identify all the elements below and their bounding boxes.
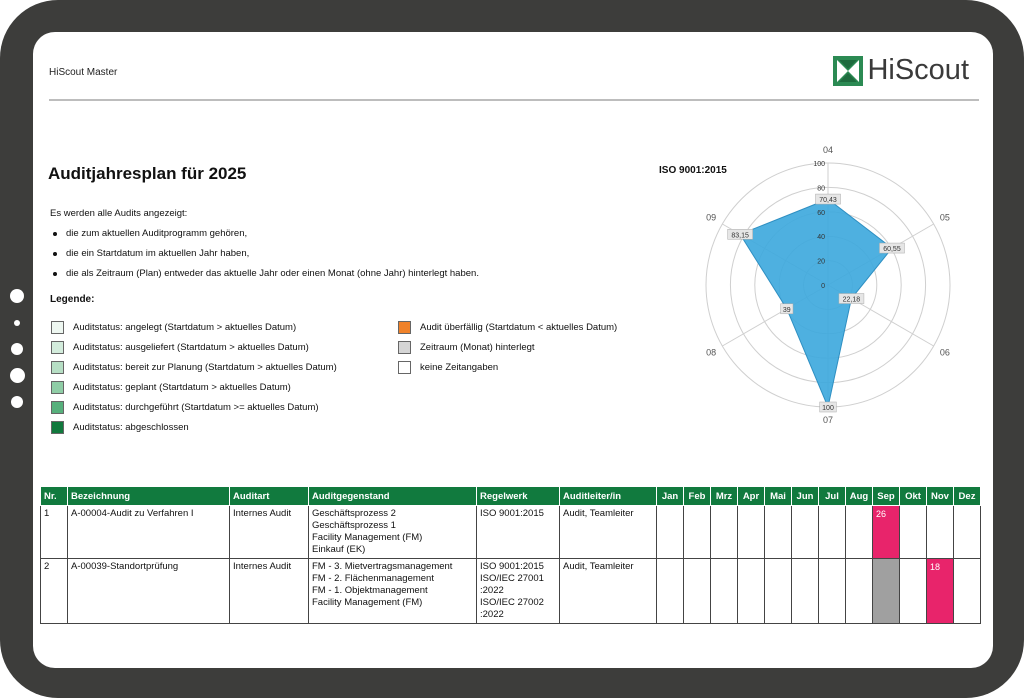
side-dot	[11, 396, 23, 408]
legend-item	[398, 337, 617, 357]
legend-status-list	[51, 317, 337, 437]
header-regelwerk: Regelwerk	[477, 487, 560, 506]
month-cell	[657, 506, 684, 559]
header-month: Mrz	[711, 487, 738, 506]
header-auditgegenstand: Auditgegenstand	[309, 487, 477, 506]
legend-swatch	[51, 381, 64, 394]
value-label: 22,18	[842, 296, 861, 304]
criteria-item: die als Zeitraum (Plan) entweder das aktuelle Jahr oder einen Monat (ohne Jahr) hinterlegt haben.	[53, 268, 479, 288]
cell-regelwerk-line: ISO 9001:2015	[480, 508, 544, 519]
month-cell	[927, 559, 954, 624]
side-dot	[10, 289, 24, 303]
header-month: Okt	[900, 487, 927, 506]
value-label: 100	[822, 405, 834, 412]
month-cell	[846, 506, 873, 559]
side-dot	[11, 343, 23, 355]
cell-auditgegenstand-line: FM - 1. Objektmanagement	[312, 585, 428, 596]
value-label: 39	[782, 306, 791, 314]
cell-auditgegenstand-line: Geschäftsprozess 2	[312, 508, 396, 519]
legend-label: Auditstatus: angelegt (Startdatum > aktuelles Datum)	[73, 321, 297, 333]
legend-swatch	[398, 361, 411, 374]
month-cell	[873, 506, 900, 559]
value-label: 70,43	[819, 197, 837, 205]
criteria-list	[53, 228, 479, 288]
logo-text: HiScout	[867, 54, 969, 86]
radial-tick-label: 20	[817, 258, 825, 266]
legend-label: Auditstatus: abgeschlossen	[73, 421, 189, 433]
header-month: Nov	[927, 487, 954, 506]
legend-swatch	[398, 341, 411, 354]
category-label: 04	[822, 145, 834, 155]
legend-item	[51, 417, 337, 437]
legend-label: Auditstatus: ausgeliefert (Startdatum > aktuelles Datum)	[73, 341, 309, 353]
header-month: Jan	[657, 487, 684, 506]
cell-auditgegenstand-line: FM - 2. Flächenmanagement	[312, 573, 434, 584]
month-cell	[792, 506, 819, 559]
category-label: 07	[822, 415, 834, 425]
legend-swatch	[51, 321, 64, 334]
legend-item	[51, 337, 337, 357]
month-cell	[927, 506, 954, 559]
hiscout-logo	[833, 54, 969, 87]
category-label: 09	[706, 212, 717, 223]
cell-regelwerk	[477, 506, 560, 559]
criteria-item: die zum aktuellen Auditprogramm gehören,	[53, 228, 479, 248]
legend-time-list	[398, 317, 617, 377]
month-cell	[711, 506, 738, 559]
legend-label: Auditstatus: geplant (Startdatum > aktuelles Datum)	[73, 381, 291, 393]
side-dot	[14, 320, 20, 326]
legend-label: Audit überfällig (Startdatum < aktuelles Datum)	[420, 321, 618, 333]
radial-tick-label: 40	[817, 234, 825, 242]
legend-swatch	[51, 401, 64, 414]
cell-bezeichnung: A-00004-Audit zu Verfahren I	[68, 506, 230, 559]
month-cell	[900, 559, 927, 624]
cell-auditgegenstand-line: Einkauf (EK)	[312, 544, 366, 555]
cell-regelwerk-line: :2022	[480, 585, 504, 596]
table-row	[41, 506, 981, 559]
month-marker: 18	[927, 559, 953, 623]
header-nr: Nr.	[41, 487, 68, 506]
criteria-item: die ein Startdatum im aktuellen Jahr haben,	[53, 248, 479, 268]
month-cell	[873, 559, 900, 624]
month-cell	[900, 506, 927, 559]
legend-swatch	[398, 321, 411, 334]
logo-icon	[833, 56, 863, 86]
legend-item	[51, 377, 337, 397]
month-cell	[846, 559, 873, 624]
month-cell	[954, 559, 981, 624]
legend-swatch	[51, 341, 64, 354]
report-title: Auditjahresplan für 2025	[48, 164, 247, 183]
month-marker: 26	[873, 506, 899, 558]
header-auditleiter: Auditleiter/in	[560, 487, 657, 506]
header-auditart: Auditart	[230, 487, 309, 506]
cell-auditgegenstand-line: Facility Management (FM)	[312, 597, 423, 608]
side-dot	[10, 368, 25, 383]
value-label: 83,15	[731, 232, 749, 240]
legend-swatch	[51, 361, 64, 374]
legend-label: keine Zeitangaben	[420, 361, 499, 373]
cell-auditart: Internes Audit	[230, 506, 309, 559]
header-month: Aug	[846, 487, 873, 506]
header-month: Feb	[684, 487, 711, 506]
legend-item	[51, 397, 337, 417]
value-label: 60,55	[883, 246, 901, 254]
legend-item	[398, 317, 617, 337]
cell-auditleiter: Audit, Teamleiter	[560, 506, 657, 559]
month-cell	[657, 559, 684, 624]
month-cell	[954, 506, 981, 559]
month-cell	[684, 506, 711, 559]
header-month: Sep	[873, 487, 900, 506]
cell-bezeichnung: A-00039-Standortprüfung	[68, 559, 230, 624]
chart-title: ISO 9001:2015	[659, 165, 727, 176]
radial-tick-label: 80	[817, 185, 825, 193]
header-month: Jun	[792, 487, 819, 506]
month-cell	[765, 559, 792, 624]
legend-item	[51, 317, 337, 337]
cell-auditgegenstand	[309, 506, 477, 559]
radial-tick-label: 60	[817, 209, 825, 217]
app-name: HiScout Master	[49, 67, 118, 78]
header-divider	[49, 99, 979, 101]
legend-label: Zeitraum (Monat) hinterlegt	[420, 341, 535, 353]
legend-label: Auditstatus: durchgeführt (Startdatum >= aktuelles Datum)	[73, 401, 319, 413]
category-label: 06	[939, 347, 950, 358]
cell-regelwerk-line: :2022	[480, 609, 504, 620]
cell-nr: 2	[41, 559, 68, 624]
header-month: Dez	[954, 487, 981, 506]
cell-nr: 1	[41, 506, 68, 559]
month-cell	[792, 559, 819, 624]
legend-item	[398, 357, 617, 377]
series-area	[740, 199, 892, 407]
legend-swatch	[51, 421, 64, 434]
category-label: 08	[706, 347, 717, 358]
cell-auditgegenstand	[309, 559, 477, 624]
month-cell	[738, 559, 765, 624]
legend-item	[51, 357, 337, 377]
radar-chart	[653, 145, 973, 432]
month-cell	[711, 559, 738, 624]
month-cell	[684, 559, 711, 624]
cell-regelwerk-line: ISO 9001:2015	[480, 561, 544, 572]
cell-auditleiter: Audit, Teamleiter	[560, 559, 657, 624]
legend-label: Auditstatus: bereit zur Planung (Startdatum > aktuelles Datum)	[73, 361, 337, 373]
header-bezeichnung: Bezeichnung	[68, 487, 230, 506]
header-month: Jul	[819, 487, 846, 506]
report-intro: Es werden alle Audits angezeigt:	[50, 208, 188, 219]
table-row	[41, 559, 981, 624]
audit-table	[40, 486, 981, 624]
month-cell	[819, 506, 846, 559]
category-label: 05	[939, 212, 950, 223]
report-screen	[33, 32, 993, 668]
cell-auditgegenstand-line: Facility Management (FM)	[312, 532, 423, 543]
cell-auditgegenstand-line: Geschäftsprozess 1	[312, 520, 396, 531]
month-marker	[873, 559, 899, 623]
legend-title: Legende:	[50, 294, 95, 305]
radial-tick-label: 100	[813, 161, 825, 168]
header-month: Mai	[765, 487, 792, 506]
month-cell	[765, 506, 792, 559]
cell-auditart: Internes Audit	[230, 559, 309, 624]
cell-auditgegenstand-line: FM - 3. Mietvertragsmanagement	[312, 561, 453, 572]
month-cell	[819, 559, 846, 624]
table-header-row	[41, 487, 981, 506]
header-month: Apr	[738, 487, 765, 506]
cell-regelwerk-line: ISO/IEC 27002	[480, 597, 544, 608]
cell-regelwerk-line: ISO/IEC 27001	[480, 573, 544, 584]
cell-regelwerk	[477, 559, 560, 624]
month-cell	[738, 506, 765, 559]
radial-tick-label: 0	[821, 283, 825, 290]
